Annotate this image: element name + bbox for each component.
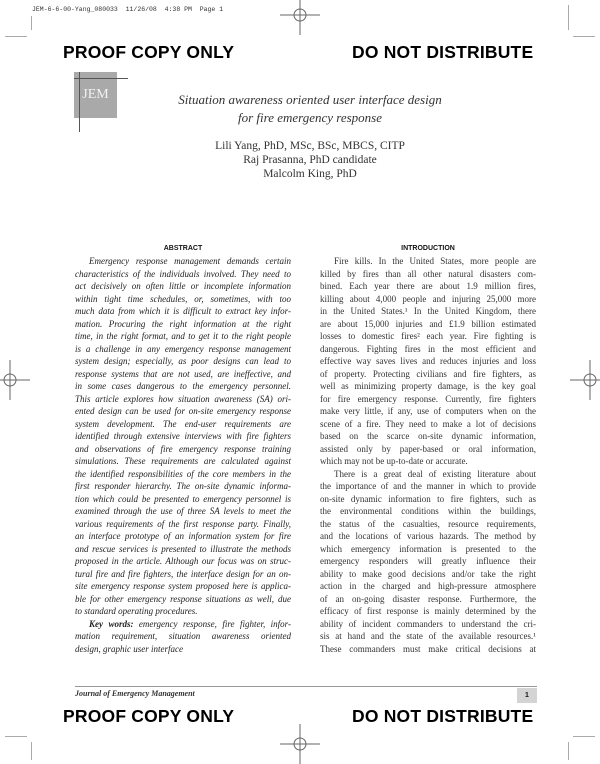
text-line: the status of the casualties, resource requirements, (320, 518, 536, 529)
text-line: much data from which it is difficult to extract key infor- (75, 306, 291, 316)
text-line: response systems that are not used, are ineffective, and (75, 368, 291, 379)
text-line: simulations. These requirements are calculated against (75, 456, 291, 466)
text-line: identified through extensive interviews with fire fighters (75, 431, 291, 441)
text-line: various requirements of the first response party. Finally, (75, 518, 291, 529)
text-line: act decisively on often little or incomplete information (75, 281, 291, 291)
title-line: Situation awareness oriented user interface design (178, 92, 442, 107)
author: Lili Yang, PhD, MSc, BSc, MBCS, CITP (215, 140, 405, 152)
text-line: Emergency response management demands certain (89, 256, 291, 266)
text-line: characteristics of the individuals involved. They need to (75, 268, 291, 279)
text-line: first responder hierarchy. The on-site dynamic informa- (75, 481, 291, 491)
text-line: for fire emergency response. Currently, fire fighters (320, 393, 536, 404)
text-line: of an on-going disaster response. Furthermore, the (320, 593, 536, 604)
text-line: which may not be up-to-date or accurate. (320, 456, 468, 466)
title-line: for fire emergency response (237, 110, 383, 125)
text-line: site emergency response system proposed here is applica- (75, 581, 291, 591)
text-line: based on the scarce on-site dynamic information, (320, 431, 536, 441)
text-line: make very little, if any, use of computers when on the (320, 406, 536, 416)
text-line: on-site dynamic information to fire fighters, such as (320, 493, 536, 504)
registration-mark-icon (280, 0, 320, 35)
registration-mark-icon (0, 360, 30, 400)
keywords-line (75, 618, 291, 631)
text-line: ble for other emergency response situations as well, due (75, 593, 291, 604)
logo-rule (74, 78, 128, 79)
text-line: scene of a fire. They need to make a lot of decisions (320, 418, 536, 429)
text-line: which emergency information is presented to the (320, 543, 536, 554)
text-line: time, in the right format, and to get it to the right people (75, 331, 291, 341)
crop-mark (5, 36, 27, 37)
text-line: and observations of fire emergency response training (75, 443, 291, 454)
abstract-heading: ABSTRACT (163, 245, 203, 252)
logo-rule (79, 72, 80, 132)
text-line: This article explores how situation awareness (SA) ori- (75, 393, 291, 404)
text-line: well as minimizing property damage, is the key goal (320, 381, 536, 391)
proof-banner-bottom-left: PROOF COPY ONLY (63, 706, 235, 726)
text-line: effective way saves lives and reduces injuries and loss (320, 356, 536, 366)
text-line: and the locations of various hazards. The method by (320, 531, 536, 541)
text-line: in some cases dangerous to the emergency personnel. (75, 381, 291, 391)
text-line: dangerous. Fighting fires in the most efficient and (320, 343, 536, 354)
text-line: examined through the use of three SA levels to meet the (75, 506, 291, 516)
text-line: tion which could be presented to emergency personnel is (75, 493, 291, 504)
text-line: losses to domestic fires² each year. Fire fighting is (320, 331, 536, 341)
footer-rule (75, 686, 537, 687)
crop-mark (568, 742, 569, 760)
text-line: efficacy of first response is mainly determined by the (320, 606, 536, 616)
text-line: bined. Each year there are about 1.9 million fires, (320, 281, 536, 291)
journal-name: Journal of Emergency Management (75, 689, 195, 698)
abstract-section (75, 242, 291, 655)
text-line: sis at hand and the state of the available resources.¹ (320, 631, 536, 641)
text-line: mation. Procuring the right information at the right (75, 318, 291, 329)
text-line: proposed in the article. Although our focus was on struc- (75, 556, 291, 566)
text-line: Fire kills. In the United States, more people are (334, 256, 536, 266)
text-line: the environmental conditions within the buildings, (320, 506, 536, 516)
keywords-label: Key words: (89, 618, 134, 629)
text-line: to standard operating procedures. (75, 606, 198, 616)
text-line: in the United States.¹ In the United Kingdom, there (320, 306, 536, 316)
proof-banner-top-left: PROOF COPY ONLY (63, 42, 235, 62)
text-line: system design; especially, as poor designs can lead to (75, 356, 291, 366)
registration-mark-icon (280, 724, 320, 764)
introduction-heading: INTRODUCTION (401, 245, 455, 252)
author: Malcolm King, PhD (263, 168, 357, 180)
text-line: and rescue services is presented to illustrate the methods (75, 543, 291, 554)
crop-mark (573, 736, 595, 737)
author: Raj Prasanna, PhD candidate (243, 154, 377, 166)
text-line: emergency responders will greatly influence their (320, 556, 536, 566)
text-line: killed by fires than all other natural disasters com- (320, 268, 536, 279)
print-slug: JEM-6-6-00-Yang_080033 11/26/08 4:38 PM Page 1 (32, 6, 224, 13)
text-line: ability to make good decisions and/or take the right (320, 568, 536, 579)
text-line: the importance of and the manner in which to provide (320, 481, 536, 491)
text-line: killing about 4,000 people and injuring 25,000 more (320, 293, 536, 304)
crop-mark (568, 5, 569, 30)
proof-banner-bottom-right: DO NOT DISTRIBUTE (352, 706, 534, 726)
text-line: are about 15,000 injuries and £1.9 billion estimated (320, 318, 536, 329)
journal-logo: JEM (74, 72, 117, 118)
proof-banner-top-right: DO NOT DISTRIBUTE (352, 42, 534, 62)
text-line: within tight time schedules, or, sometimes, with too (75, 293, 291, 304)
keywords-text: emergency response, fire fighter, infor- (133, 618, 291, 629)
text-line: is a challenge in any emergency response management (75, 343, 291, 354)
page-number: 1 (517, 688, 537, 703)
keywords-line: mation requirement, situation awareness oriented (75, 631, 291, 641)
registration-mark-icon (570, 360, 600, 400)
text-line: an interface prototype of an information system for fire (75, 531, 291, 541)
crop-mark (5, 736, 27, 737)
introduction-section (320, 242, 536, 655)
crop-mark (31, 742, 32, 760)
keywords-line: design, graphic user interface (75, 643, 183, 654)
text-line: These commanders must make critical decisions at (320, 643, 536, 654)
text-line: There is a great deal of existing literature about (334, 468, 536, 479)
text-line: ability of incident commanders to understand the cri- (320, 618, 536, 629)
crop-mark (31, 16, 32, 30)
text-line: of property. Protecting civilians and fire fighters, as (320, 368, 536, 379)
text-line: ented design can be used for on-site emergency response (75, 406, 291, 416)
text-line: the identified responsibilities of the core members in the (75, 468, 291, 479)
article-title (135, 91, 485, 127)
text-line: action in the charged and high-pressure atmosphere (320, 581, 536, 591)
text-line: tural fire and fire fighters, the interface design for an on- (75, 568, 291, 579)
text-line: system development. The end-user requirements are (75, 418, 291, 429)
author-list (135, 139, 485, 181)
crop-mark (573, 36, 595, 37)
text-line: assisted only by paper-based or oral information, (320, 443, 536, 454)
